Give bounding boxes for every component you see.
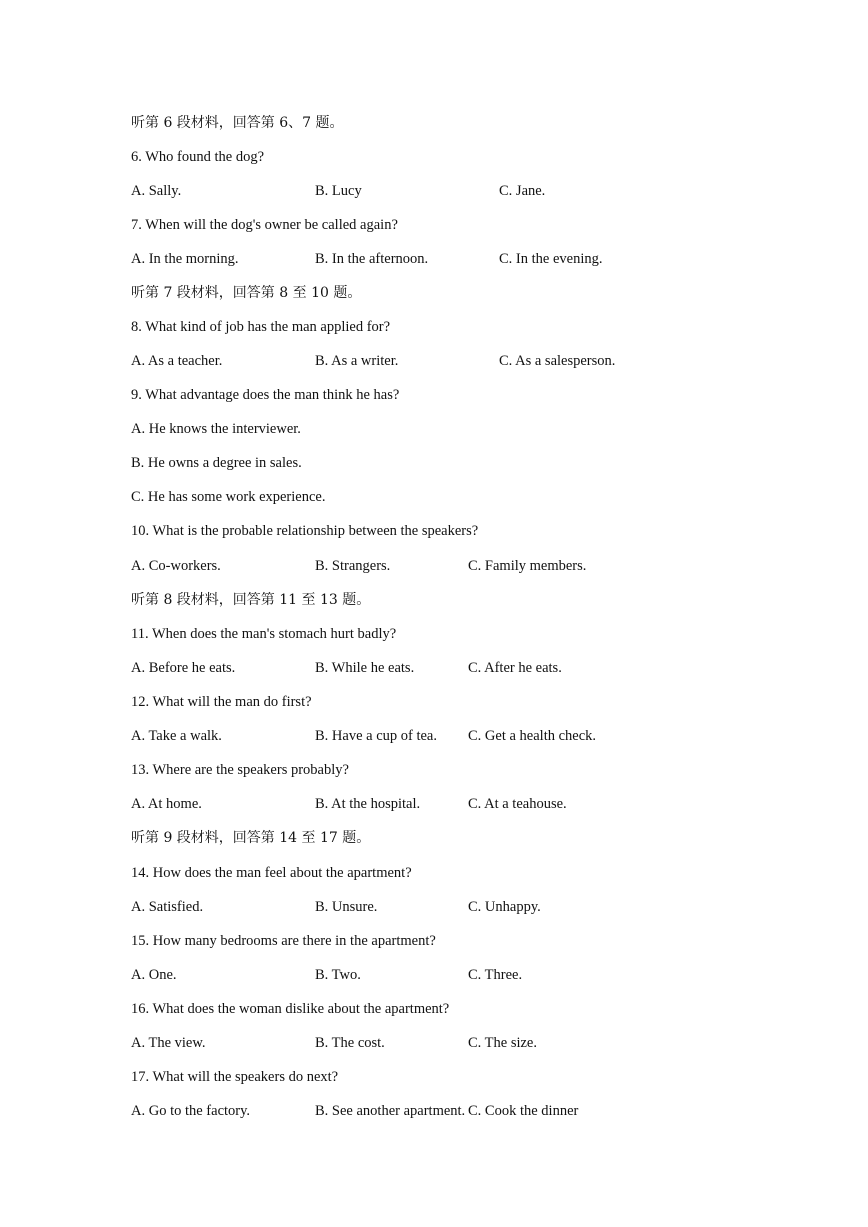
option-c: C. Unhappy. [468, 899, 541, 915]
option-a: A. As a teacher. [131, 353, 223, 369]
question-stem: 12. What will the man do first? [131, 694, 312, 710]
option-b: B. The cost. [315, 1035, 385, 1051]
options-row [131, 964, 811, 986]
option-c: C. Get a health check. [468, 728, 597, 744]
option-c: C. Three. [468, 967, 523, 983]
options-row [131, 555, 811, 577]
option-a: A. Take a walk. [131, 728, 222, 744]
section-heading: 听第 8 段材料，回答第 11 至 13 题。 [131, 592, 371, 608]
option-b: B. Lucy [315, 183, 362, 199]
option-b: B. He owns a degree in sales. [131, 455, 302, 471]
option-b: B. While he eats. [315, 660, 415, 676]
question-stem: 7. When will the dog's owner be called again? [131, 217, 398, 233]
section-heading: 听第 7 段材料，回答第 8 至 10 题。 [131, 285, 362, 301]
options-row [131, 1032, 811, 1054]
options-row [131, 248, 811, 270]
section-heading: 听第 6 段材料，回答第 6、7 题。 [131, 115, 344, 131]
option-b: B. Two. [315, 967, 361, 983]
option-c: C. At a teahouse. [468, 796, 567, 812]
option-b: B. Unsure. [315, 899, 378, 915]
option-b: B. As a writer. [315, 353, 399, 369]
options-row [131, 350, 811, 372]
question-stem: 11. When does the man's stomach hurt badly? [131, 626, 397, 642]
options-row [131, 180, 811, 202]
option-c: C. After he eats. [468, 660, 562, 676]
section-heading: 听第 9 段材料，回答第 14 至 17 题。 [131, 830, 371, 846]
options-row [131, 896, 811, 918]
option-b: B. At the hospital. [315, 796, 421, 812]
option-b: B. See another apartment. [315, 1103, 466, 1119]
options-row [131, 793, 811, 815]
options-row [131, 725, 811, 747]
option-a: A. Go to the factory. [131, 1103, 251, 1119]
option-a: A. Before he eats. [131, 660, 236, 676]
question-stem: 14. How does the man feel about the apartment? [131, 865, 412, 881]
option-c: C. Cook the dinner [468, 1103, 579, 1119]
options-row [131, 657, 811, 679]
option-b: B. Have a cup of tea. [315, 728, 437, 744]
option-c: C. As a salesperson. [499, 353, 616, 369]
option-c: C. He has some work experience. [131, 489, 326, 505]
question-stem: 13. Where are the speakers probably? [131, 762, 349, 778]
option-a: A. Sally. [131, 183, 182, 199]
option-c: C. The size. [468, 1035, 537, 1051]
option-b: B. In the afternoon. [315, 251, 429, 267]
option-a: A. In the morning. [131, 251, 239, 267]
option-a: A. He knows the interviewer. [131, 421, 301, 437]
option-c: C. Family members. [468, 558, 587, 574]
option-c: C. In the evening. [499, 251, 603, 267]
option-b: B. Strangers. [315, 558, 391, 574]
question-stem: 9. What advantage does the man think he has? [131, 387, 400, 403]
option-a: A. One. [131, 967, 177, 983]
option-a: A. Satisfied. [131, 899, 204, 915]
option-c: C. Jane. [499, 183, 546, 199]
option-a: A. Co-workers. [131, 558, 221, 574]
options-row [131, 1100, 811, 1122]
question-stem: 8. What kind of job has the man applied for? [131, 319, 391, 335]
option-a: A. At home. [131, 796, 202, 812]
question-stem: 10. What is the probable relationship between the speakers? [131, 523, 479, 539]
option-a: A. The view. [131, 1035, 206, 1051]
question-stem: 16. What does the woman dislike about the apartment? [131, 1001, 450, 1017]
question-stem: 15. How many bedrooms are there in the apartment? [131, 933, 436, 949]
question-stem: 6. Who found the dog? [131, 149, 265, 165]
question-stem: 17. What will the speakers do next? [131, 1069, 339, 1085]
